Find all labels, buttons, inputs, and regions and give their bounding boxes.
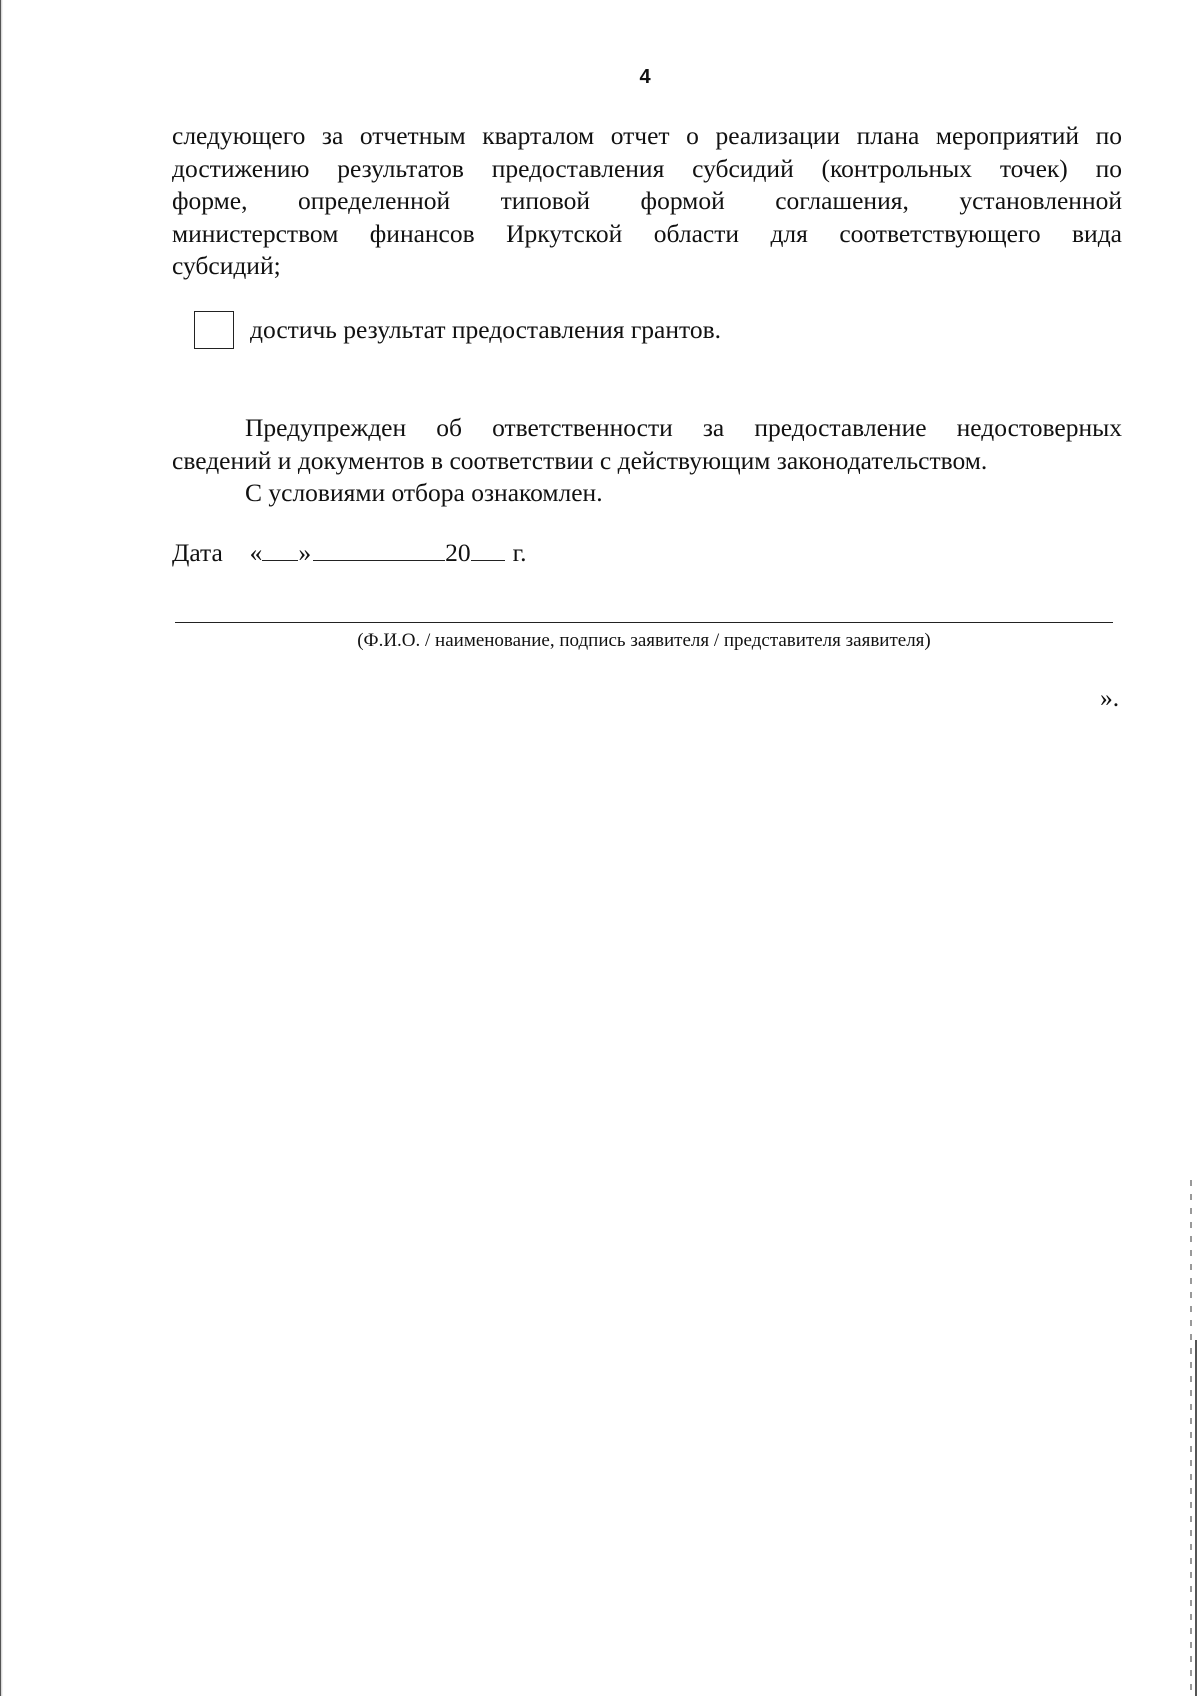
date-day-blank[interactable] [262, 537, 298, 561]
paragraph-liability-warning [172, 412, 1122, 477]
date-month-blank[interactable] [313, 537, 445, 561]
paragraph-line: Предупрежден об ответственности за предоставление недостоверных [245, 413, 1122, 442]
paragraph-report-obligation [172, 120, 1122, 283]
date-year-suffix: г. [512, 538, 527, 567]
date-label: Дата [172, 538, 223, 567]
grant-result-checkbox[interactable] [194, 311, 234, 349]
date-year-blank[interactable] [471, 537, 505, 561]
paragraph-line: форме, определенной типовой формой соглашения, установленной [172, 186, 1122, 215]
paragraph-line: министерством финансов Иркутской области для соответствующего вида [172, 218, 1122, 248]
page-number: 4 [639, 66, 651, 88]
date-open-quote: « [249, 538, 263, 567]
date-close-quote: » [298, 538, 312, 567]
paragraph-line: следующего за отчетным кварталом отчет о реализации плана мероприятий по [172, 121, 1122, 150]
date-field [172, 537, 527, 569]
scan-left-edge [0, 0, 3, 1696]
scan-right-edge-dashed [1190, 1180, 1192, 1696]
paragraph-line: достижению результатов предоставления субсидий (контрольных точек) по [172, 153, 1122, 183]
date-year-prefix: 20 [445, 538, 471, 567]
closing-quote-mark: ». [1100, 683, 1120, 712]
signature-caption: (Ф.И.О. / наименование, подпись заявителя / представителя заявителя) [357, 630, 931, 651]
paragraph-line: субсидий; [172, 251, 281, 280]
signature-line[interactable] [175, 622, 1113, 623]
grant-result-text: достичь результат предоставления грантов. [250, 315, 721, 344]
scan-right-edge [1195, 1340, 1197, 1696]
paragraph-line: сведений и документов в соответствии с действующим законодательством. [172, 445, 988, 475]
paragraph-conditions-acknowledged: С условиями отбора ознакомлен. [245, 478, 603, 507]
